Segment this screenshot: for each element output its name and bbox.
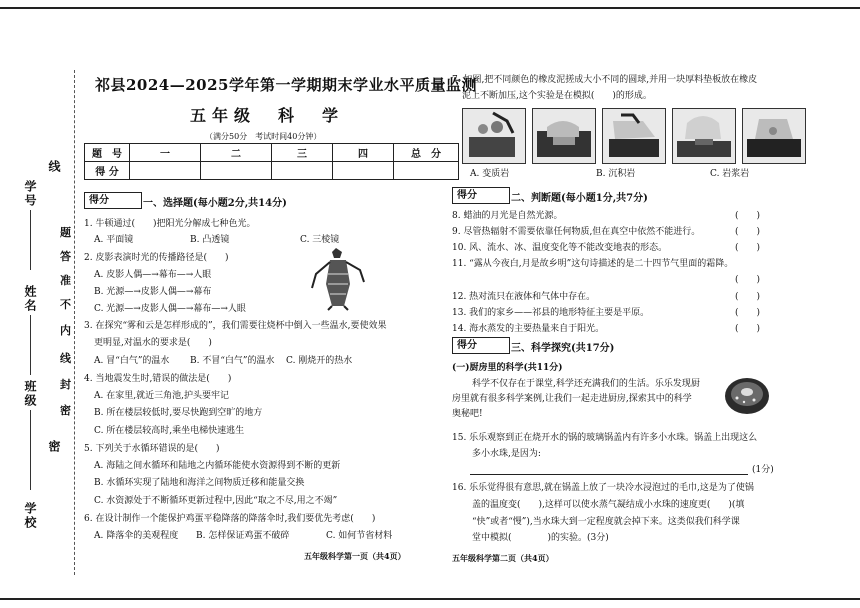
score-header-cell: 四	[333, 144, 394, 162]
q1-option-c: C. 三棱镜	[300, 235, 340, 245]
score-header-cell: 题 号	[85, 144, 130, 162]
seal-char-2: 答	[60, 250, 71, 263]
judge-answer-bracket[interactable]: ( )	[735, 308, 761, 318]
subsection-kitchen-science: (一)厨房里的科学(共11分)	[452, 363, 563, 373]
q7-option-c: C. 岩浆岩	[710, 169, 750, 179]
section2-title: 二、判断题(每小题1分,共7分)	[511, 193, 648, 204]
school-label: 学校	[23, 502, 37, 530]
question-16-line2: 盖的温度变( ),这样可以使水蒸气凝结成小水珠的速度更( )(填	[472, 500, 745, 510]
binding-seal-word: 密	[47, 440, 61, 454]
question-3-line1: 3. 在探究“雾和云是怎样形成的”，我们需要往烧杯中倒入一些温水,要使效果	[84, 321, 387, 331]
intro-line3: 奥秘吧!	[452, 409, 483, 419]
experiment-photo-3	[602, 108, 666, 164]
score-table-header-row	[85, 144, 459, 162]
judge-question-10: 10. 风、流水、冰、温度变化等不能改变地表的形态。	[452, 243, 668, 253]
question-16-line1: 16. 乐乐觉得很有意思,就在锅盖上放了一块冷水浸泡过的毛巾,这是为了使锅	[452, 483, 754, 493]
question-15-line2: 多小水珠,是因为:	[472, 449, 541, 459]
q6-option-b: B. 怎样保证鸡蛋不破碎	[196, 531, 290, 541]
score-cell[interactable]	[394, 162, 459, 180]
student-id-underline	[30, 210, 31, 270]
judge-answer-bracket[interactable]: ( )	[735, 324, 761, 334]
class-label: 班级	[23, 380, 37, 408]
q1-option-a: A. 平面镜	[94, 235, 134, 245]
score-header-cell: 一	[130, 144, 201, 162]
q15-answer-line[interactable]	[470, 474, 748, 475]
q5-option-a: A. 海陆之间水循环和陆地之内循环能使水资源得到不断的更新	[94, 461, 341, 471]
q2-option-a: A. 皮影人偶—→幕布—→人眼	[94, 270, 212, 280]
question-4: 4. 当地震发生时,错误的做法是( )	[84, 374, 232, 384]
score-header-cell: 二	[201, 144, 272, 162]
judge-question-12: 12. 热对流只在液体和气体中存在。	[452, 292, 596, 302]
student-id-label: 学号	[23, 180, 37, 208]
seal-char-4: 不	[60, 298, 71, 311]
q4-option-b: B. 所在楼层较低时,要尽快跑到空旷的地方	[94, 408, 263, 418]
judge-answer-bracket[interactable]: ( )	[735, 243, 761, 253]
seal-char-5: 内	[60, 324, 71, 337]
class-underline	[30, 410, 31, 490]
section2-score-box: 得分	[452, 187, 510, 204]
top-border-line	[0, 7, 860, 9]
section1-score-box: 得分	[84, 192, 142, 209]
left-page-footer: 五年级科学第一页（共4页）	[304, 551, 406, 561]
score-cell[interactable]	[201, 162, 272, 180]
question-1: 1. 牛顿通过( )把阳光分解成七种色光。	[84, 219, 256, 229]
student-name-label: 姓名	[23, 285, 37, 313]
score-header-cell: 三	[272, 144, 333, 162]
experiment-photo-1	[462, 108, 526, 164]
q5-option-b: B. 水循环实现了陆地和海洋之间物质迁移和能量交换	[94, 478, 305, 488]
judge-question-8: 8. 蜡油的月光是自然光源。	[452, 211, 563, 221]
q2-option-c: C. 光源—→皮影人偶—→幕布—→人眼	[94, 304, 246, 314]
section3-title: 三、科学探究(共17分)	[511, 343, 615, 354]
score-header-cell: 总 分	[394, 144, 459, 162]
exam-subtitle: 五年级 科 学	[190, 106, 345, 125]
judge-answer-bracket[interactable]: ( )	[735, 275, 761, 285]
score-row-label: 得 分	[85, 162, 130, 180]
exam-note: （满分50分 考试时间40分钟）	[205, 132, 322, 141]
score-table-value-row	[85, 162, 459, 180]
judge-question-9: 9. 尽管热辐射不需要依靠任何物质,但在真空中依然不能进行。	[452, 227, 701, 237]
question-16-line3: “快”或者“慢”),当水珠大到一定程度就会掉下来。这类似我们科学课	[472, 517, 740, 527]
score-cell[interactable]	[130, 162, 201, 180]
q3-option-c: C. 刚烧开的热水	[286, 356, 353, 366]
q15-score: (1分)	[752, 465, 774, 475]
experiment-photo-5	[742, 108, 806, 164]
q6-option-c: C. 如何节省材料	[326, 531, 393, 541]
question-15-line1: 15. 乐乐观察到正在烧开水的锅的玻璃锅盖内有许多小水珠。锅盖上出现这么	[452, 433, 758, 443]
exam-title: 祁县2024—2025学年第一学期期末学业水平质量监测	[95, 76, 477, 94]
binding-line-word: 线	[47, 160, 61, 174]
q2-option-b: B. 光源—→皮影人偶—→幕布	[94, 287, 212, 297]
score-cell[interactable]	[333, 162, 394, 180]
score-cell[interactable]	[272, 162, 333, 180]
question-16-line4: 堂中模拟( )的实验。(3分)	[472, 533, 609, 543]
question-3-line2: 更明显,对温水的要求是( )	[94, 338, 212, 348]
q7-option-b: B. 沉积岩	[596, 169, 636, 179]
intro-line1: 科学不仅存在于课堂,科学还充满我们的生活。乐乐发现厨	[472, 379, 700, 389]
judge-answer-bracket[interactable]: ( )	[735, 292, 761, 302]
experiment-photo-2	[532, 108, 596, 164]
seal-char-6: 线	[60, 352, 71, 365]
seal-char-7: 封	[60, 378, 71, 391]
judge-answer-bracket[interactable]: ( )	[735, 211, 761, 221]
judge-answer-bracket[interactable]: ( )	[735, 227, 761, 237]
pot-lid-illustration	[722, 368, 772, 416]
score-table	[84, 143, 459, 180]
q4-option-a: A. 在家里,就近三角池,护头要牢记	[94, 391, 229, 401]
judge-question-11: 11. “露从今夜白,月是故乡明”这句诗描述的是二十四节气里面的霜降。	[452, 259, 734, 269]
section1-title: 一、选择题(每小题2分,共14分)	[143, 198, 287, 209]
intro-line2: 房里就有很多科学案例,让我们一起走进厨房,探索其中的科学	[452, 394, 692, 404]
shadow-puppet-illustration	[306, 244, 368, 312]
binding-dashed-line	[74, 70, 75, 575]
question-7-line2: 泥上不断加压,这个实验是在模拟( )的形成。	[462, 91, 652, 101]
question-5: 5. 下列关于水循环错误的是( )	[84, 444, 220, 454]
bottom-border-line	[0, 598, 860, 600]
q7-option-a: A. 变质岩	[470, 169, 510, 179]
right-page-footer: 五年级科学第二页（共4页）	[452, 553, 554, 563]
question-2: 2. 皮影表演时光的传播路径是( )	[84, 253, 229, 263]
q3-option-a: A. 冒“白气”的温水	[94, 356, 170, 366]
q4-option-c: C. 所在楼层较高时,乘坐电梯快速逃生	[94, 426, 245, 436]
question-7-line1: 7. 如图,把不同颜色的橡皮泥搓成大小不同的圆球,并用一块厚料垫板放在橡皮	[452, 75, 758, 85]
q1-option-b: B. 凸透镜	[190, 235, 230, 245]
student-name-underline	[30, 315, 31, 375]
question-6: 6. 在设计制作一个能保护鸡蛋平稳降落的降落伞时,我们要优先考虑( )	[84, 514, 376, 524]
q6-option-a: A. 降落伞的美观程度	[94, 531, 179, 541]
seal-char-3: 准	[60, 274, 71, 287]
q5-option-c: C. 水资源处于不断循环更新过程中,因此“取之不尽,用之不竭”	[94, 496, 338, 506]
judge-question-14: 14. 海水蒸发的主要热量来自于阳光。	[452, 324, 605, 334]
q3-option-b: B. 不冒“白气”的温水	[190, 356, 275, 366]
experiment-photo-4	[672, 108, 736, 164]
judge-question-13: 13. 我们的家乡——祁县的地形特征主要是平原。	[452, 308, 650, 318]
section3-score-box: 得分	[452, 337, 510, 354]
seal-char-1: 题	[60, 226, 71, 239]
seal-char-8: 密	[60, 404, 71, 417]
